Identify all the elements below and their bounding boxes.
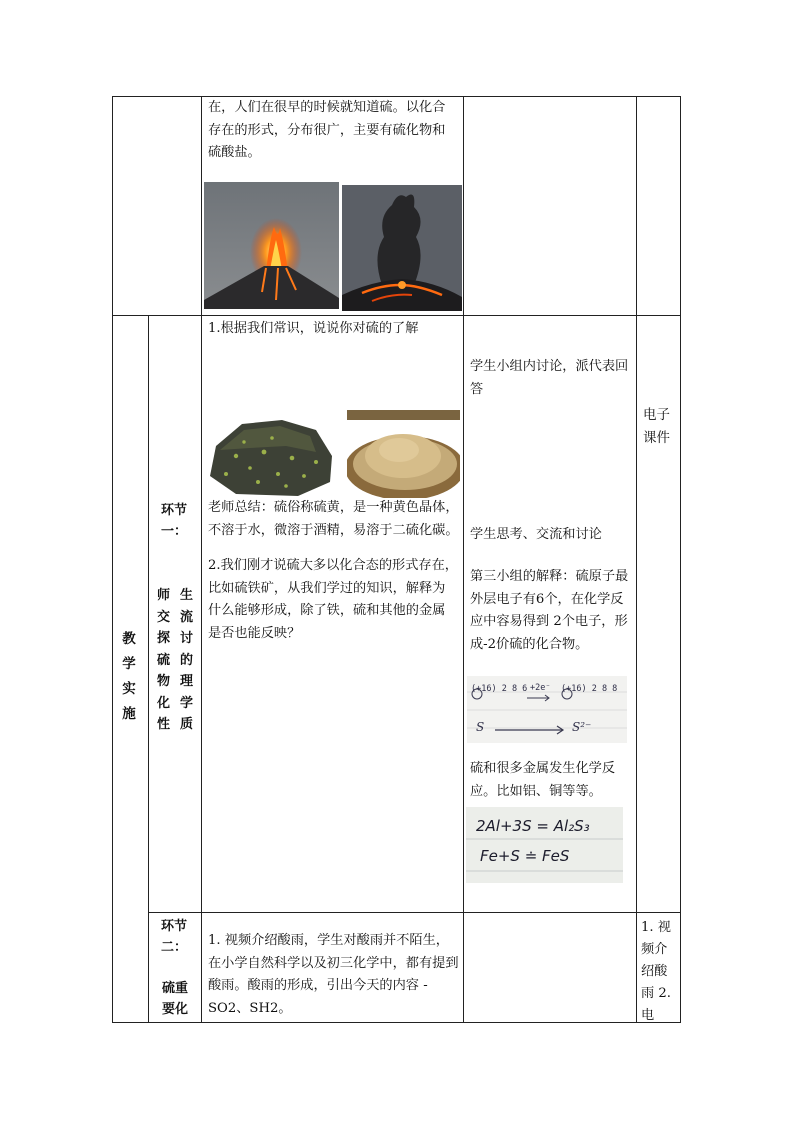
atom-s-ion-label: S²⁻: [572, 720, 592, 734]
step1-title: 师生交流探讨硫的物理化学性质: [157, 588, 193, 732]
atom-s-right-shells: (+16) 2 8 8: [561, 684, 618, 694]
continued-intro-text: 在，人们在很早的时候就知道硫。以化合存在的形式，分布很广，主要有硫化物和硫酸盐。: [208, 100, 446, 160]
step2-title: 硫重要化: [161, 981, 188, 1017]
col-divider-step: [148, 315, 149, 1023]
row-divider-2: [148, 912, 681, 913]
handwritten-atom-structure: [467, 676, 627, 743]
sulfur-rock-icon: [206, 416, 335, 498]
resource-step1: 电子课件: [643, 407, 670, 446]
student-activity-2: 学生思考、交流和讨论: [470, 527, 602, 542]
student-activity-4: 硫和很多金属发生化学反应。比如铝、铜等等。: [470, 761, 616, 799]
sulfur-powder-icon: [347, 410, 460, 498]
col-divider-resource: [636, 96, 637, 1023]
volcano-erupting-icon: [204, 182, 339, 309]
table-border-left: [112, 96, 113, 1023]
resource-step2: 1. 视频介绍酸雨 2. 电: [641, 920, 671, 1023]
teacher-question-2: 2.我们刚才说硫大多以化合态的形式存在，比如硫铁矿，从我们学过的知识，解释为什么能够形成，除了铁，硫和其他的金属是否也能反映？: [208, 558, 458, 641]
student-activity-1: 学生小组内讨论，派代表回答: [470, 359, 629, 397]
table-border-bottom: [112, 1022, 681, 1023]
volcano-ash-plume-icon: [342, 185, 462, 311]
col-divider-teacher: [201, 96, 202, 1023]
section-label: 教学实施: [122, 631, 136, 722]
equation-iron-sulfide: Fe+S ≐ FeS: [480, 847, 570, 865]
teacher-summary: 老师总结：硫俗称硫黄，是一种黄色晶体，不溶于水，微溶于酒精，易溶于二硫化碳。: [208, 500, 459, 538]
row-divider-1: [112, 315, 681, 316]
table-border-right: [680, 96, 681, 1023]
step2-label: 环节二：: [160, 919, 187, 955]
student-activity-3: 第三小组的解释：硫原子最外层电子有6个，在化学反应中容易得到 2个电子，形成-2价硫的化合物。: [470, 569, 629, 652]
col-divider-student: [463, 96, 464, 1023]
atom-s-left-shells: (+16) 2 8 6: [471, 684, 528, 694]
teacher-question-1: 1.根据我们常识，说说你对硫的了解: [208, 321, 419, 336]
teacher-step2: 1. 视频介绍酸雨，学生对酸雨并不陌生，在小学自然科学以及初三化学中，都有提到酸雨。酸雨的形成，引出今天的内容 -SO2、SH2。: [208, 933, 459, 1016]
equation-aluminium-sulfide: 2Al+3S = Al₂S₃: [476, 817, 590, 835]
atom-arrow-label: +2e⁻: [530, 683, 551, 693]
atom-s-label: S: [476, 720, 485, 734]
step1-label: 环节一：: [160, 503, 187, 539]
handwritten-equations: [466, 807, 623, 883]
